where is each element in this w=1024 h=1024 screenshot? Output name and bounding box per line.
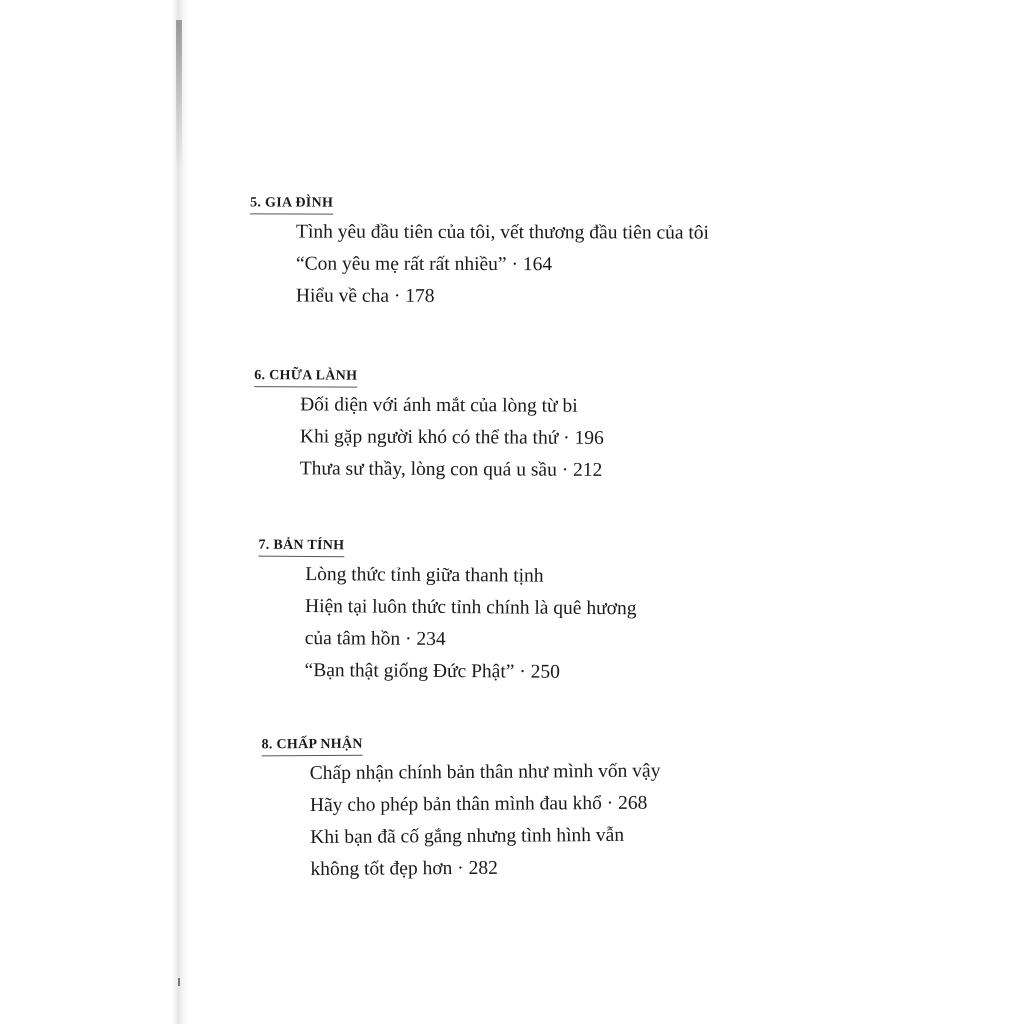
entry-list — [296, 217, 709, 314]
toc-entry: Hiểu về cha · 178 — [295, 285, 435, 307]
toc-entry: Tình yêu đầu tiên của tôi, vết thương đầu tiên của tôi — [296, 221, 710, 244]
entry-list — [310, 756, 662, 886]
toc-section-8 — [261, 733, 661, 887]
entry-list — [304, 559, 636, 689]
toc-entry: Khi bạn đã cố gắng nhưng tình hình vẫn — [310, 824, 625, 849]
toc-entry: “Con yêu mẹ rất rất nhiều” · 164 — [295, 253, 553, 276]
section-heading: 6. CHỮA LÀNH — [254, 368, 357, 388]
section-heading: 5. GIA ĐÌNH — [250, 195, 333, 214]
toc-entry: Lòng thức tỉnh giữa thanh tịnh — [305, 564, 544, 587]
toc-entry: không tốt đẹp hơn · 282 — [310, 857, 498, 881]
section-heading: 8. CHẤP NHẬN — [261, 737, 362, 757]
section-heading: 7. BẢN TÍNH — [258, 538, 344, 558]
toc-entry: Chấp nhận chính bản thân như mình vốn vậy — [309, 760, 661, 785]
toc-entry: Hãy cho phép bản thân mình đau khổ · 268 — [309, 792, 648, 817]
toc-entry: “Bạn thật giống Đức Phật” · 250 — [304, 660, 561, 683]
toc-entry: Thưa sư thầy, lòng con quá u sầu · 212 — [299, 458, 603, 481]
stray-mark — [178, 978, 180, 986]
toc-section-6 — [254, 366, 604, 487]
entry-list — [300, 389, 604, 487]
toc-section-7 — [257, 536, 637, 690]
toc-entry: Khi gặp người khó có thể tha thứ · 196 — [299, 426, 604, 449]
toc-section-5 — [250, 193, 709, 313]
toc-entry: Đối diện với ánh mắt của lòng từ bi — [300, 394, 578, 417]
toc-entry: của tâm hồn · 234 — [304, 628, 446, 650]
page-gutter-shadow-dark — [176, 20, 182, 170]
toc-entry: Hiện tại luôn thức tỉnh chính là quê hương — [304, 596, 637, 620]
